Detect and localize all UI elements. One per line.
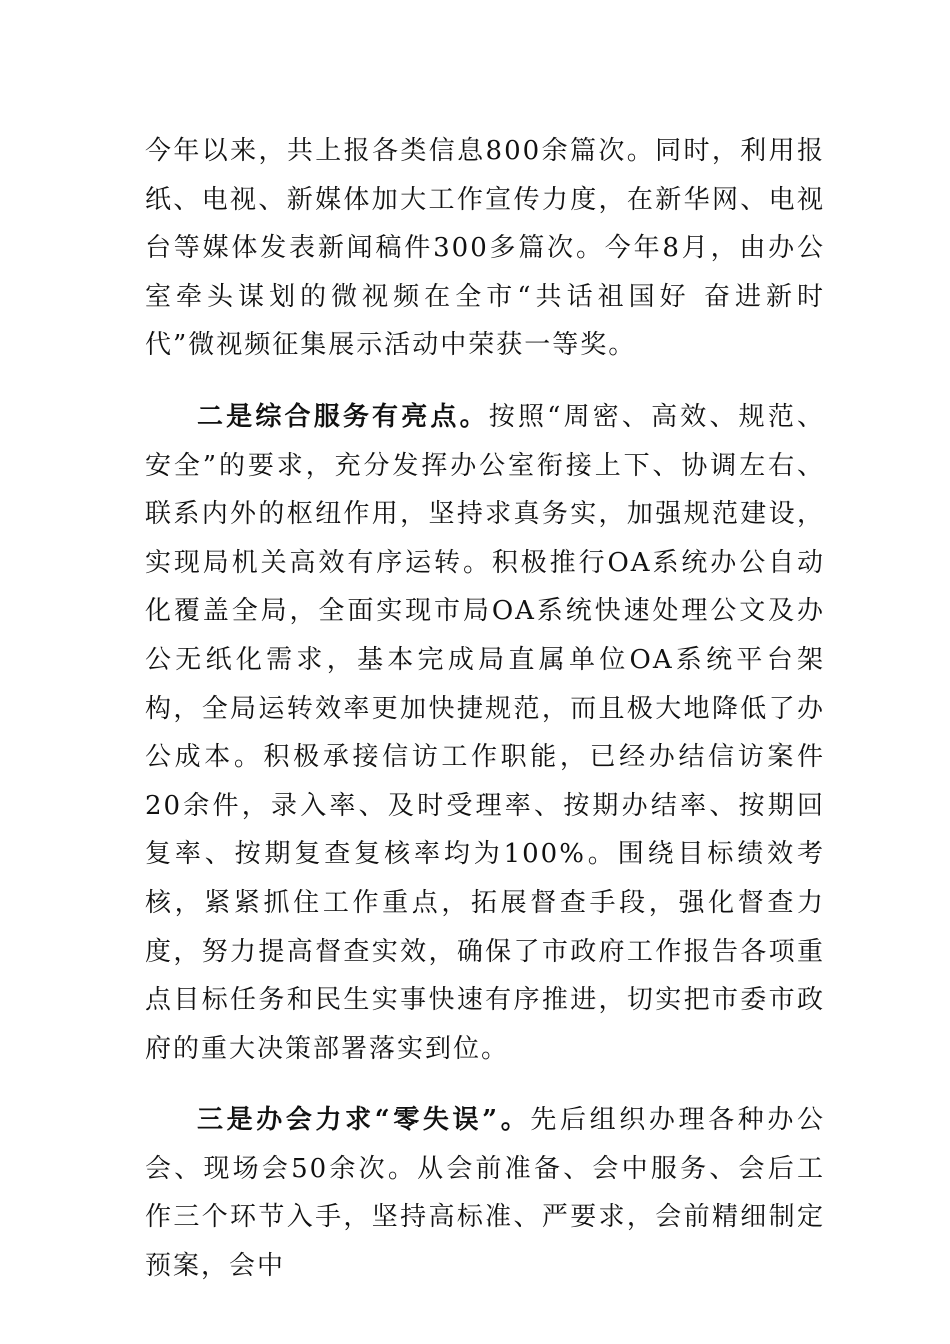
document-page	[145, 127, 825, 1291]
paragraph-text: 先后组织办理各种办公会、现场会50余次。从会前准备、会中服务、会后工作三个环节入手，坚持高标准、严要求，会前精细制定预案，会中	[145, 1105, 825, 1282]
paragraph-meeting-services	[145, 1096, 825, 1290]
paragraph-comprehensive-services	[145, 393, 825, 1073]
paragraph-heading: 三是办会力求“零失误”。	[197, 1105, 531, 1136]
paragraph-text: 今年以来，共上报各类信息800余篇次。同时，利用报纸、电视、新媒体加大工作宣传力度，在新华网、电视台等媒体发表新闻稿件300多篇次。今年8月，由办公室牵头谋划的微视频在全市“共话祖国好 奋进新时代”微视频征集展示活动中荣获一等奖。	[145, 136, 825, 361]
paragraph-text: 按照“周密、高效、规范、安全”的要求，充分发挥办公室衔接上下、协调左右、联系内外的枢纽作用，坚持求真务实，加强规范建设，实现局机关高效有序运转。积极推行OA系统办公自动化覆盖全局，全面实现市局OA系统快速处理公文及办公无纸化需求，基本完成局直属单位OA系统平台架构，全局运转效率更加快捷规范，而且极大地降低了办公成本。积极承接信访工作职能，已经办结信访案件20余件，录入率、及时受理率、按期办结率、按期回复率、按期复查复核率均为100%。围绕目标绩效考核，紧紧抓住工作重点，拓展督查手段，强化督查力度，努力提高督查实效，确保了市政府工作报告各项重点目标任务和民生实事快速有序推进，切实把市委市政府的重大决策部署落实到位。	[145, 401, 825, 1064]
paragraph-continuation	[145, 127, 825, 370]
paragraph-heading: 二是综合服务有亮点。	[197, 401, 489, 432]
